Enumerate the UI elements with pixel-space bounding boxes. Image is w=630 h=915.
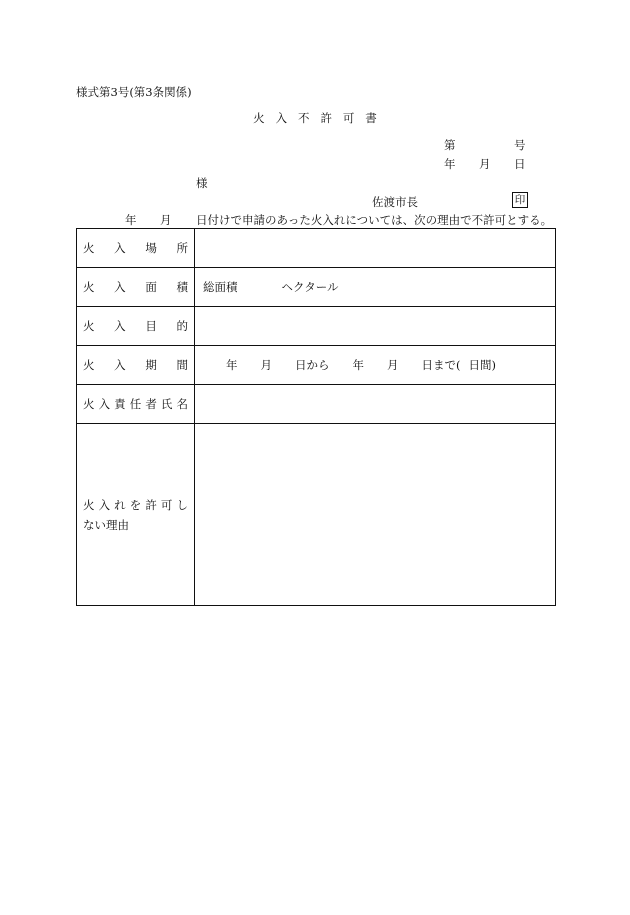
responsible-person-label-cell bbox=[77, 385, 195, 424]
responsible-label-char-2: 入 bbox=[98, 397, 111, 411]
period-fields bbox=[203, 357, 547, 373]
purpose-label-char-2: 入 bbox=[114, 319, 126, 333]
purpose-label bbox=[83, 318, 188, 334]
responsible-label-char-1: 火 bbox=[83, 397, 95, 411]
table-row-period bbox=[77, 346, 556, 385]
area-value-cell[interactable] bbox=[195, 268, 556, 307]
period-label-char-1: 火 bbox=[83, 358, 95, 372]
seal-stamp: 印 bbox=[512, 192, 528, 208]
reason-label-char-2: 入 bbox=[98, 497, 111, 512]
purpose-label-cell bbox=[77, 307, 195, 346]
location-label-char-2: 入 bbox=[114, 241, 126, 255]
purpose-value[interactable] bbox=[195, 307, 556, 346]
document-title: 火入不許可書 bbox=[253, 111, 388, 125]
purpose-label-char-4: 的 bbox=[176, 319, 188, 333]
area-label bbox=[83, 279, 188, 295]
period-label-cell bbox=[77, 346, 195, 385]
area-label-char-3: 面 bbox=[145, 280, 157, 294]
refusal-reason-value[interactable] bbox=[195, 424, 556, 606]
period-start-month: 月 bbox=[260, 358, 272, 372]
addressee-honorific: 様 bbox=[196, 176, 208, 190]
location-label-cell bbox=[77, 229, 195, 268]
reason-label-char-5: 許 bbox=[145, 497, 157, 512]
responsible-person-label bbox=[83, 396, 188, 412]
reason-label-char-6: 可 bbox=[160, 497, 173, 512]
refusal-reason-label-line-1 bbox=[83, 497, 188, 513]
reason-label-char-1: 火 bbox=[83, 497, 95, 512]
area-label-char-4: 積 bbox=[176, 280, 188, 294]
period-end-year: 年 bbox=[352, 358, 364, 372]
period-end-month: 月 bbox=[387, 358, 399, 372]
intro-year-label: 年 bbox=[125, 213, 137, 227]
reason-label-char-4: を bbox=[129, 497, 142, 512]
location-label-char-4: 所 bbox=[176, 241, 188, 255]
area-label-char-2: 入 bbox=[114, 280, 126, 294]
refusal-reason-label-cell bbox=[77, 424, 195, 606]
period-start-year: 年 bbox=[226, 358, 238, 372]
period-label-char-4: 間 bbox=[176, 358, 188, 372]
refusal-reason-label-line-2: ない理由 bbox=[83, 517, 129, 532]
responsible-label-char-5: 者 bbox=[145, 397, 157, 411]
table-row-responsible-person bbox=[77, 385, 556, 424]
area-label-char-1: 火 bbox=[83, 280, 95, 294]
period-value-cell[interactable] bbox=[195, 346, 556, 385]
date-year-label: 年 bbox=[444, 157, 456, 171]
location-value[interactable] bbox=[195, 229, 556, 268]
document-number-suffix: 号 bbox=[514, 138, 526, 152]
table-row-area bbox=[77, 268, 556, 307]
period-duration-days: 日間) bbox=[468, 358, 496, 372]
period-start-day: 日から bbox=[295, 358, 330, 372]
period-end-day: 日まで( bbox=[421, 358, 461, 372]
date-day-label: 日 bbox=[514, 157, 526, 171]
purpose-label-char-1: 火 bbox=[83, 319, 95, 333]
intro-month-label: 月 bbox=[160, 213, 172, 227]
responsible-label-char-3: 責 bbox=[114, 397, 126, 411]
document-number-prefix: 第 bbox=[444, 138, 456, 152]
responsible-label-char-6: 氏 bbox=[160, 397, 173, 411]
reason-label-char-3: れ bbox=[114, 497, 126, 512]
date-month-label: 月 bbox=[479, 157, 491, 171]
issuer-name: 佐渡市長 bbox=[372, 195, 418, 209]
area-total-label: 総面積 bbox=[203, 280, 238, 294]
period-label-char-3: 期 bbox=[145, 358, 157, 372]
table-row-refusal-reason bbox=[77, 424, 556, 606]
area-unit-label: ヘクタール bbox=[281, 280, 339, 294]
reason-label-char-7: し bbox=[176, 497, 188, 512]
period-label bbox=[83, 357, 188, 373]
period-label-char-2: 入 bbox=[114, 358, 126, 372]
location-label-char-3: 場 bbox=[145, 241, 157, 255]
purpose-label-char-3: 目 bbox=[145, 319, 157, 333]
area-label-cell bbox=[77, 268, 195, 307]
responsible-label-char-7: 名 bbox=[176, 397, 188, 411]
form-number-label: 様式第3号(第3条関係) bbox=[76, 85, 192, 99]
permit-details-table bbox=[76, 228, 556, 606]
table-row-location bbox=[77, 229, 556, 268]
location-label-char-1: 火 bbox=[83, 241, 95, 255]
table-row-purpose bbox=[77, 307, 556, 346]
responsible-person-value[interactable] bbox=[195, 385, 556, 424]
location-label bbox=[83, 240, 188, 256]
responsible-label-char-4: 任 bbox=[129, 397, 142, 411]
intro-statement: 日付けで申請のあった火入れについては、次の理由で不許可とする。 bbox=[196, 213, 553, 227]
